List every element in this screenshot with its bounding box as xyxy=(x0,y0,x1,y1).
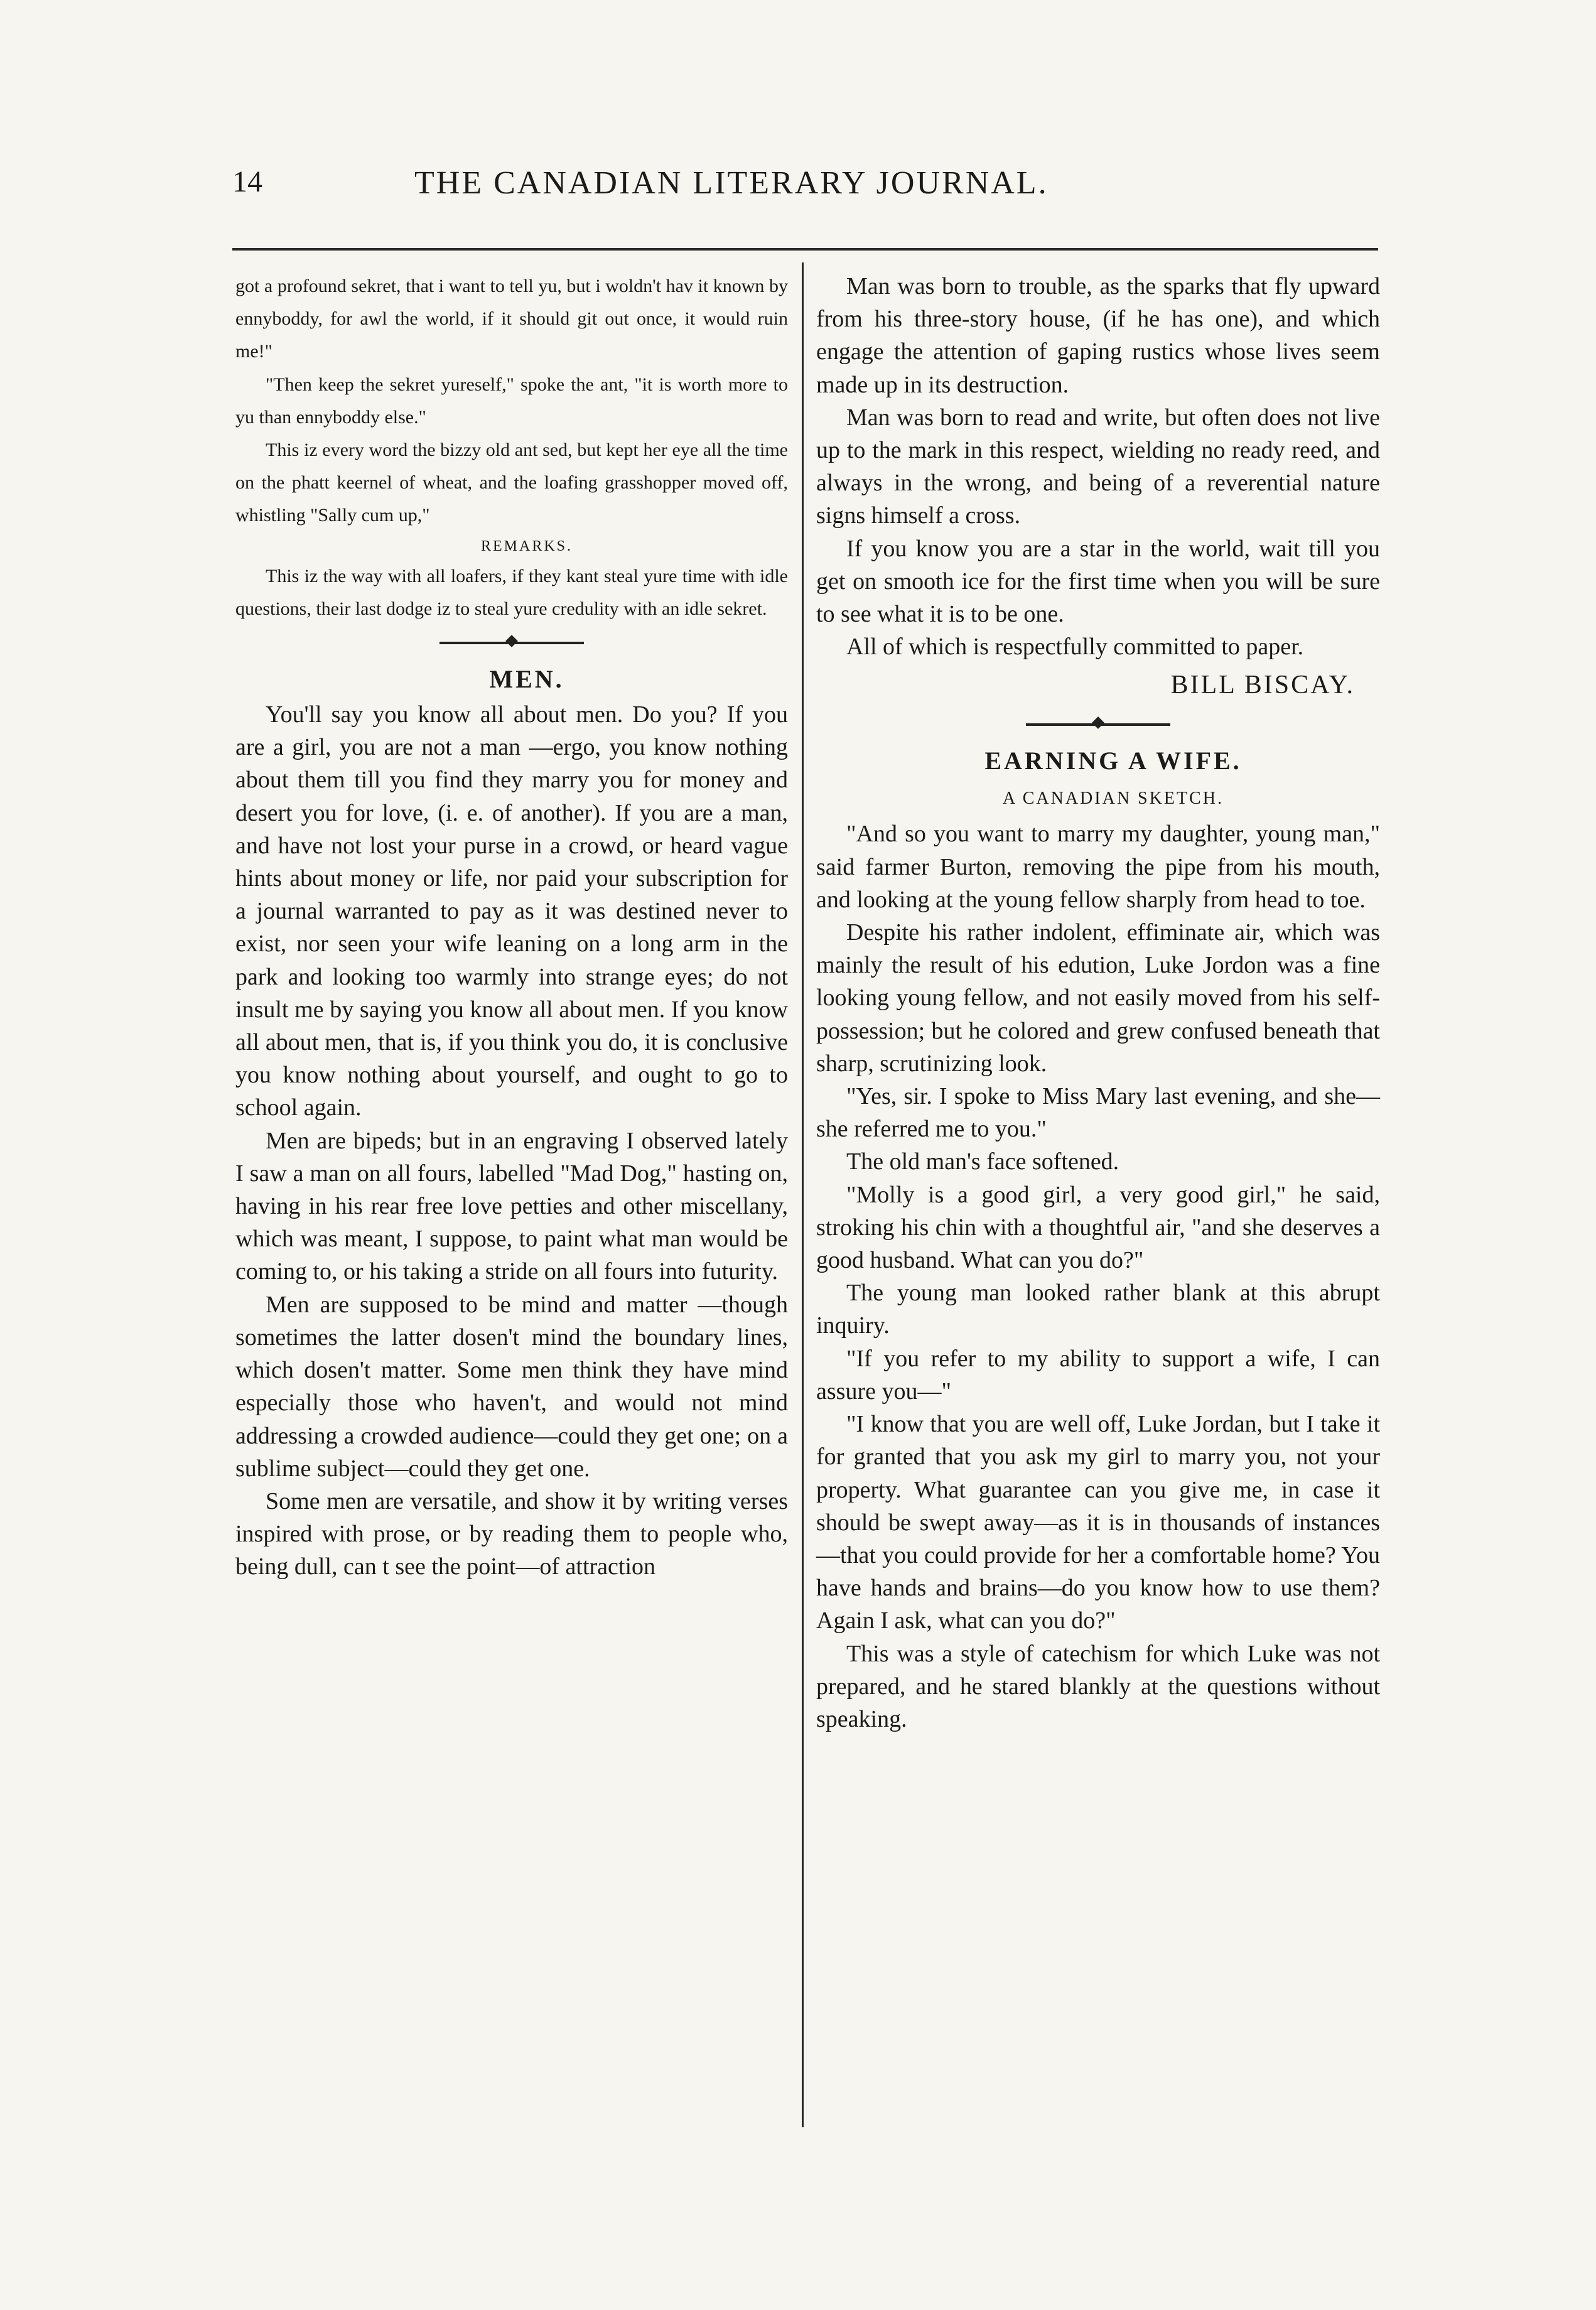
ornament-diamond xyxy=(505,635,518,647)
fable-paragraph: "Then keep the sekret yureself," spoke the ant, "it is worth more to yu than ennyboddy else." xyxy=(235,374,788,428)
page-header xyxy=(232,165,1381,215)
story-paragraph: "And so you want to marry my daughter, young man," said farmer Burton, removing the pipe from his mouth, and looking at the young fellow sharply from head to toe. xyxy=(816,821,1380,913)
essay-paragraph: All of which is respectfully committed to paper. xyxy=(846,634,1304,661)
remarks-heading: REMARKS. xyxy=(480,537,573,554)
section-ornament xyxy=(816,707,1380,742)
men-paragraph: Some men are versatile, and show it by writing verses inspired with prose, or by reading them to people who, being dull, can t see the point—of attraction xyxy=(235,1487,788,1580)
author-signature: BILL BISCAY. xyxy=(1170,671,1355,700)
section-ornament xyxy=(235,625,788,661)
men-paragraph: You'll say you know all about men. Do you? If you are a girl, you are not a man —ergo, you know nothing about them till you find they marry you for money and desert you for love, (i. e. of another). If you are a man, and have not lost your purse in a crowd, or heard vague hints about money or life, nor paid your subscription for a journal warranted to pay as it was destined never to exist, nor seen your wife leaning on a long arm in the park and looking too warmly into strange eyes; do not insult me by saying you know all about men. If you know all about men, that is, if you think you do, it is conclusive you know nothing about yourself, and ought to go to school again. xyxy=(235,701,788,1121)
essay-paragraph: If you know you are a star in the world, wait till you get on smooth ice for the first time when you will be sure to see what it is to be one. xyxy=(816,535,1380,628)
column-divider xyxy=(802,262,804,2127)
journal-title: THE CANADIAN LITERARY JOURNAL. xyxy=(414,165,1049,201)
story-subtitle: A CANADIAN SKETCH. xyxy=(1003,789,1224,809)
header-rule xyxy=(232,248,1378,251)
story-paragraph: Despite his rather indolent, effiminate air, which was mainly the result of his edution, Luke Jordon was a fine looking young fellow, and not easily moved from his self-possession; but he colored and grew confused beneath that sharp, scrutinizing look. xyxy=(816,919,1380,1077)
story-paragraph: "I know that you are well off, Luke Jordan, but I take it for granted that you ask my girl to marry you, not your property. What guarantee can you give me, in case it should be swept away—as it is in thousands of instances—that you could provide for her a comfortable home? You have hands and brains—do you know how to use them? Again I ask, what can you do?" xyxy=(816,1411,1380,1634)
ornament-diamond xyxy=(1092,717,1104,730)
story-paragraph: The old man's face softened. xyxy=(846,1148,1119,1175)
remarks-paragraph: This iz the way with all loafers, if they kant steal yure time with idle questions, their last dodge iz to steal yure credulity with an idle sekret. xyxy=(235,565,788,619)
fable-paragraph: got a profound sekret, that i want to tell yu, but i woldn't hav it known by ennyboddy, for awl the world, if it should git out once, it would ruin me!" xyxy=(235,276,788,362)
left-column xyxy=(235,270,788,1584)
men-paragraph: Men are bipeds; but in an engraving I observed lately I saw a man on all fours, labelled "Mad Dog," hasting on, having in his rear free love petties and other miscellany, which was meant, I suppose, to paint what man would be coming to, or his taking a stride on all fours into futurity. xyxy=(235,1127,788,1285)
story-paragraph: This was a style of catechism for which Luke was not prepared, and he stared blankly at the questions without speaking. xyxy=(816,1640,1380,1732)
right-column xyxy=(816,270,1380,1735)
essay-paragraph: Man was born to read and write, but often does not live up to the mark in this respect, wielding no ready reed, and always in the wrong, and being of a reverential nature signs himself a cross. xyxy=(816,404,1380,529)
fable-paragraph: This iz every word the bizzy old ant sed, but kept her eye all the time on the phatt keernel of wheat, and the loafing grasshopper moved off, whistling "Sally cum up," xyxy=(235,440,788,526)
page-number: 14 xyxy=(232,165,262,198)
men-paragraph: Men are supposed to be mind and matter —though sometimes the latter dosen't mind the boundary lines, which dosen't matter. Some men think they have mind especially those who haven't, and would not mind addressing a crowded audience—could they get one; on a sublime subject—could they get one. xyxy=(235,1291,788,1482)
story-paragraph: "Molly is a good girl, a very good girl," he said, stroking his chin with a thoughtful air, "and she deserves a good husband. What can you do?" xyxy=(816,1181,1380,1274)
story-title: EARNING A WIFE. xyxy=(984,747,1242,775)
fable-section xyxy=(235,270,788,625)
men-title: MEN. xyxy=(489,665,564,694)
story-paragraph: "If you refer to my ability to support a wife, I can assure you—" xyxy=(816,1345,1380,1405)
essay-paragraph: Man was born to trouble, as the sparks that fly upward from his three-story house, (if he has one), and which engage the attention of gaping rustics whose lives seem made up in its destruction. xyxy=(816,273,1380,398)
story-paragraph: "Yes, sir. I spoke to Miss Mary last evening, and she—she referred me to you." xyxy=(816,1083,1380,1143)
story-paragraph: The young man looked rather blank at this abrupt inquiry. xyxy=(816,1280,1380,1339)
